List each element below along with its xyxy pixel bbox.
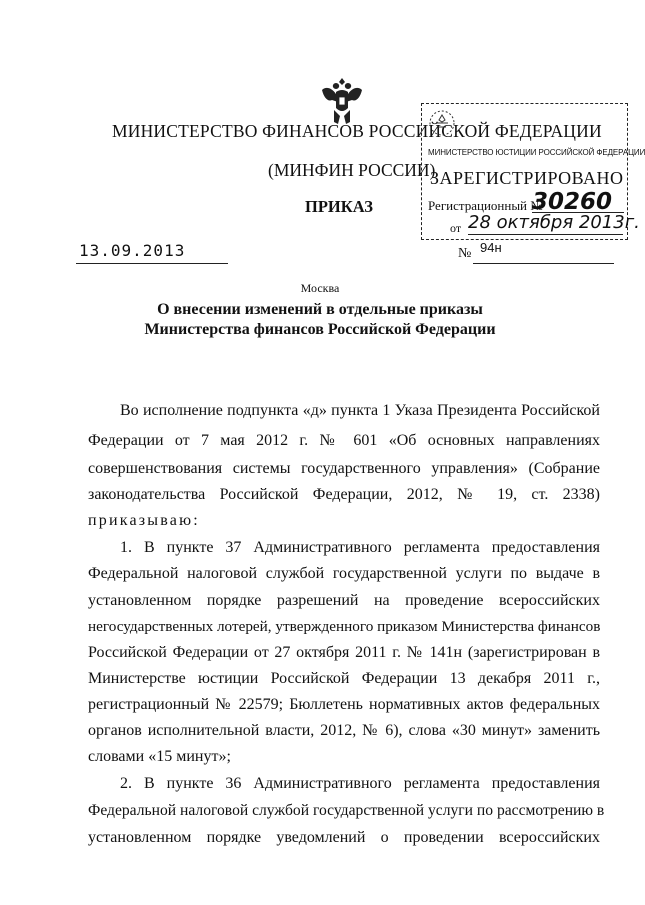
city: Москва bbox=[300, 281, 340, 295]
body-line: приказываю: bbox=[88, 512, 200, 529]
body-line: негосударственных лотерей, утвержденного приказом Министерства финансов bbox=[88, 618, 601, 635]
number-sign: № bbox=[458, 246, 472, 261]
stamp-registered: ЗАРЕГИСТРИРОВАНО bbox=[430, 168, 624, 188]
stamp-underline bbox=[468, 234, 623, 235]
stamp-ministry: МИНИСТЕРСТВО ЮСТИЦИИ РОССИЙСКОЙ ФЕДЕРАЦИИ bbox=[428, 148, 645, 157]
body-line: Российской Федерации от 27 октября 2011 г. № 141н (зарегистрирован в bbox=[88, 644, 600, 661]
body-line: словами «15 минут»; bbox=[88, 748, 231, 765]
number-underline bbox=[473, 263, 614, 264]
body-line: 2. В пункте 36 Административного регламента предоставления bbox=[120, 775, 600, 792]
title-line: Министерства финансов Российской Федерации bbox=[144, 321, 496, 338]
stamp-date: 28 октября 2013г. bbox=[468, 212, 640, 233]
body-line: Федеральной налоговой службой государственной услуги по рассмотрению в bbox=[88, 802, 605, 819]
title-line: О внесении изменений в отдельные приказы bbox=[157, 301, 483, 318]
body-line: Федерации от 7 мая 2012 г. № 601 «Об основных направлениях bbox=[88, 432, 600, 449]
body-line: 1. В пункте 37 Административного регламента предоставления bbox=[120, 539, 600, 556]
stamp-seal-icon bbox=[427, 108, 457, 138]
ministry-abbreviation: (МИНФИН РОССИИ) bbox=[268, 160, 436, 180]
body-line: установленном порядке уведомлений о проведении всероссийских bbox=[88, 829, 600, 846]
body-line: совершенствования системы государственного управления» (Собрание bbox=[88, 460, 600, 477]
body-line: органов исполнительной власти, 2012, № 6), слова «30 минут» заменить bbox=[88, 722, 600, 739]
body-line: законодательства Российской Федерации, 2012, № 19, ст. 2338) bbox=[88, 486, 600, 503]
body-line: установленном порядке разрешений на проведение всероссийских bbox=[88, 592, 600, 609]
registration-stamp bbox=[421, 103, 645, 240]
stamp-reg-number: 30260 bbox=[532, 189, 613, 215]
order-title bbox=[0, 300, 640, 340]
stamp-reg-label: Регистрационный № bbox=[428, 198, 543, 213]
body-line: Во исполнение подпункта «д» пункта 1 Указа Президента Российской bbox=[120, 402, 600, 419]
document-type: ПРИКАЗ bbox=[305, 197, 373, 216]
coat-of-arms-emblem bbox=[318, 72, 366, 128]
body-line: Федеральной налоговой службой государственной услуги по выдаче в bbox=[88, 565, 600, 582]
order-date: 13.09.2013 bbox=[79, 241, 186, 260]
order-number: 94н bbox=[480, 240, 502, 255]
ministry-name: МИНИСТЕРСТВО ФИНАНСОВ РОССИЙСКОЙ ФЕДЕРАЦИИ bbox=[112, 121, 602, 141]
body-line: регистрационный № 22579; Бюллетень нормативных актов федеральных bbox=[88, 696, 600, 713]
stamp-date-label: от bbox=[450, 221, 462, 235]
date-underline bbox=[76, 263, 228, 264]
body-line: Министерстве юстиции Российской Федерации 13 декабря 2011 г., bbox=[88, 670, 600, 687]
